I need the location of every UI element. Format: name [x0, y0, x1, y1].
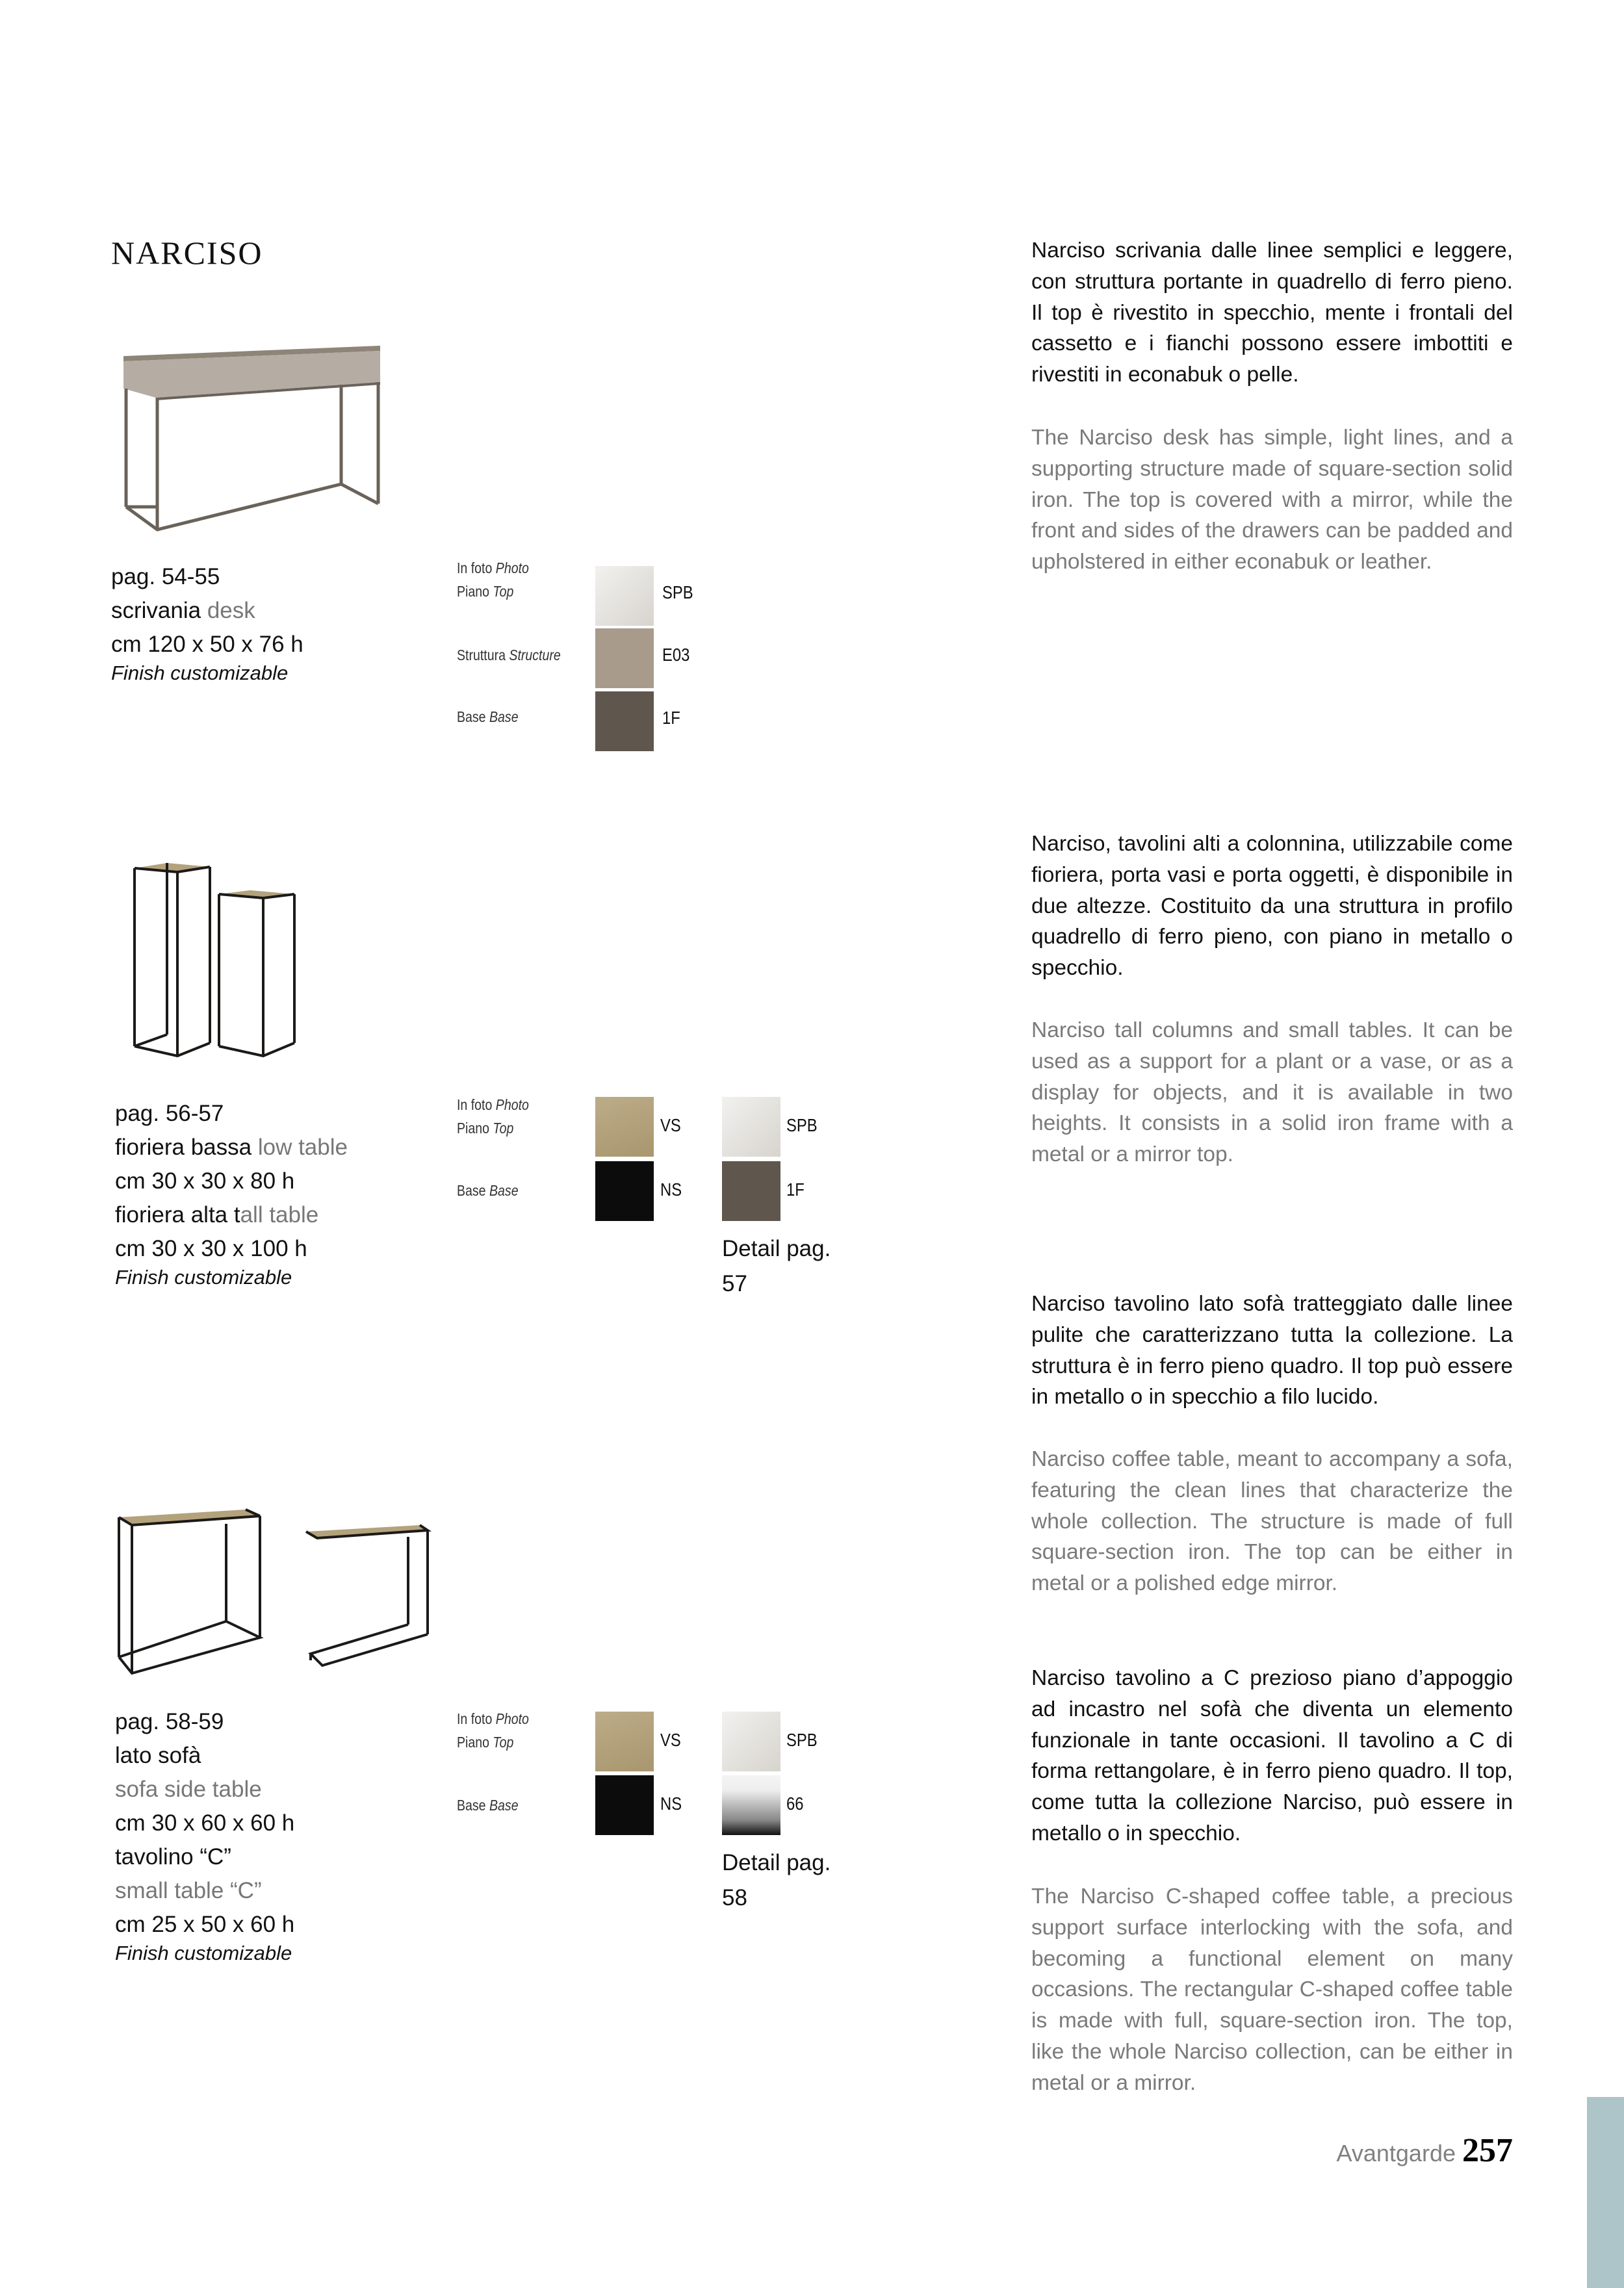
spec-finish: Finish customizable: [115, 1942, 292, 1964]
swatch-code: SPB: [786, 1730, 818, 1750]
swatch-code: 1F: [786, 1179, 805, 1200]
spec-page: pag. 54-55: [111, 564, 220, 589]
spec-it: fioriera bassa: [115, 1135, 258, 1160]
page-number: 257: [1462, 2132, 1513, 2169]
spec-dimensions: cm 30 x 30 x 80 h: [115, 1168, 295, 1194]
swatch-vs: [595, 1097, 654, 1157]
swatch-ns: [595, 1161, 654, 1221]
swatch-ns: [595, 1775, 654, 1835]
swatch-code: SPB: [786, 1115, 818, 1135]
spec-finish: Finish customizable: [111, 662, 289, 684]
swatch-code: NS: [660, 1179, 682, 1200]
page-footer: [1337, 2131, 1514, 2170]
spec-dimensions: cm 30 x 60 x 60 h: [115, 1810, 295, 1836]
c-table-description-en: The Narciso C-shaped coffee table, a precious support surface interlocking with the sofa, and becoming a functional element on many occasions. The rectangular C-shaped coffee table is made with full, square-section iron. The top, like the whole Narciso collection, can be either in metal or a mirror.: [1031, 1884, 1513, 2095]
columns-description-it: Narciso, tavolini alti a colonnina, utilizzabile come fioriera, porta vasi e porta oggetti, è disponibile in due altezze. Costituito da una struttura in profilo quadrello di ferro pieno, con piano in metallo o specchio.: [1031, 832, 1513, 981]
spec-en: desk: [207, 598, 255, 623]
spec-page: pag. 58-59: [115, 1709, 224, 1734]
swatch-code: 66: [786, 1793, 804, 1814]
swatch-code: VS: [660, 1115, 681, 1135]
swatch-1f: [595, 691, 654, 751]
swatch-code: 1F: [662, 708, 680, 728]
spec-it: tavolino “C”: [115, 1844, 231, 1870]
side-tables-spec: [115, 1705, 294, 1965]
section-side-tab: [1587, 2097, 1624, 2288]
detail-page-ref: Detail pag. 57: [722, 1236, 831, 1296]
collection-title: NARCISO: [111, 235, 263, 271]
label-base: Base Base: [457, 1182, 519, 1199]
desk-spec: [111, 560, 303, 685]
spec-en: sofa side table: [115, 1777, 262, 1802]
spec-it: fioriera alta t: [115, 1202, 240, 1228]
side-table-description-it: Narciso tavolino lato sofà tratteggiato dalle linee pulite che caratterizzano tutta la collezione. La struttura è in ferro pieno quadro. Il top può essere in metallo o in specchio a filo lucido.: [1031, 1292, 1513, 1409]
swatch-code: VS: [660, 1730, 681, 1750]
swatch-66: [722, 1775, 780, 1835]
column-tables-image: [127, 858, 305, 1062]
columns-description-en: Narciso tall columns and small tables. It can be used as a support for a plant or a vase, or as a display for objects, and it is available in two heights. It consists in a solid iron frame with a metal or a mirror top.: [1031, 1018, 1513, 1167]
columns-spec: [115, 1097, 348, 1289]
label-photo-top: In foto Photo Piano Top: [457, 1096, 529, 1137]
swatch-spb: [722, 1097, 780, 1157]
label-photo-top: In foto Photo Piano Top: [457, 559, 529, 600]
desk-description-en: The Narciso desk has simple, light lines, and a supporting structure made of square-section solid iron. The top is covered with a mirror, while the front and sides of the drawers can be padded and upholstered in either econabuk or leather.: [1031, 426, 1513, 574]
spec-page: pag. 56-57: [115, 1101, 224, 1126]
swatch-e03: [595, 628, 654, 688]
collection-name: Avantgarde: [1336, 2140, 1456, 2166]
c-table-description-it: Narciso tavolino a C prezioso piano d’appoggio ad incastro nel sofà che diventa un elemento funzionale in tante occasioni. Il tavolino a C di forma rettangolare, è in ferro pieno quadro. Il top, come tutta la collezione Narciso, può essere in metallo o in specchio.: [1031, 1666, 1513, 1845]
side-tables-image: [116, 1498, 434, 1683]
spec-finish: Finish customizable: [115, 1266, 292, 1289]
swatch-1f: [722, 1161, 780, 1221]
spec-dimensions: cm 120 x 50 x 76 h: [111, 632, 303, 657]
desk-image: [117, 325, 403, 539]
swatch-code: E03: [662, 645, 690, 665]
spec-en: all table: [240, 1202, 319, 1228]
label-structure: Struttura Structure: [457, 647, 561, 663]
spec-en: low table: [257, 1135, 348, 1160]
spec-it: lato sofà: [115, 1743, 201, 1768]
label-photo-top: In foto Photo Piano Top: [457, 1710, 529, 1751]
spec-dimensions: cm 30 x 30 x 100 h: [115, 1236, 307, 1261]
detail-page-ref: Detail pag. 58: [722, 1850, 831, 1910]
side-table-description-en: Narciso coffee table, meant to accompany a sofa, featuring the clean lines that characterize the whole collection. The structure is made of full square-section iron. The top can be either in metal or a polished edge mirror.: [1031, 1447, 1513, 1596]
spec-dimensions: cm 25 x 50 x 60 h: [115, 1912, 295, 1937]
swatch-spb: [722, 1712, 780, 1771]
spec-it: scrivania: [111, 598, 207, 623]
label-base: Base Base: [457, 1797, 519, 1814]
label-base: Base Base: [457, 708, 519, 725]
swatch-vs: [595, 1712, 654, 1771]
desk-description-it: Narciso scrivania dalle linee semplici e leggere, con struttura portante in quadrello di ferro pieno. Il top è rivestito in specchio, mente i frontali del cassetto e i fianchi possono essere imbottiti e rivestiti in econabuk o pelle.: [1031, 238, 1513, 387]
swatch-spb: [595, 566, 654, 626]
swatch-code: SPB: [662, 582, 693, 602]
swatch-code: NS: [660, 1793, 682, 1814]
spec-en: small table “C”: [115, 1878, 262, 1903]
